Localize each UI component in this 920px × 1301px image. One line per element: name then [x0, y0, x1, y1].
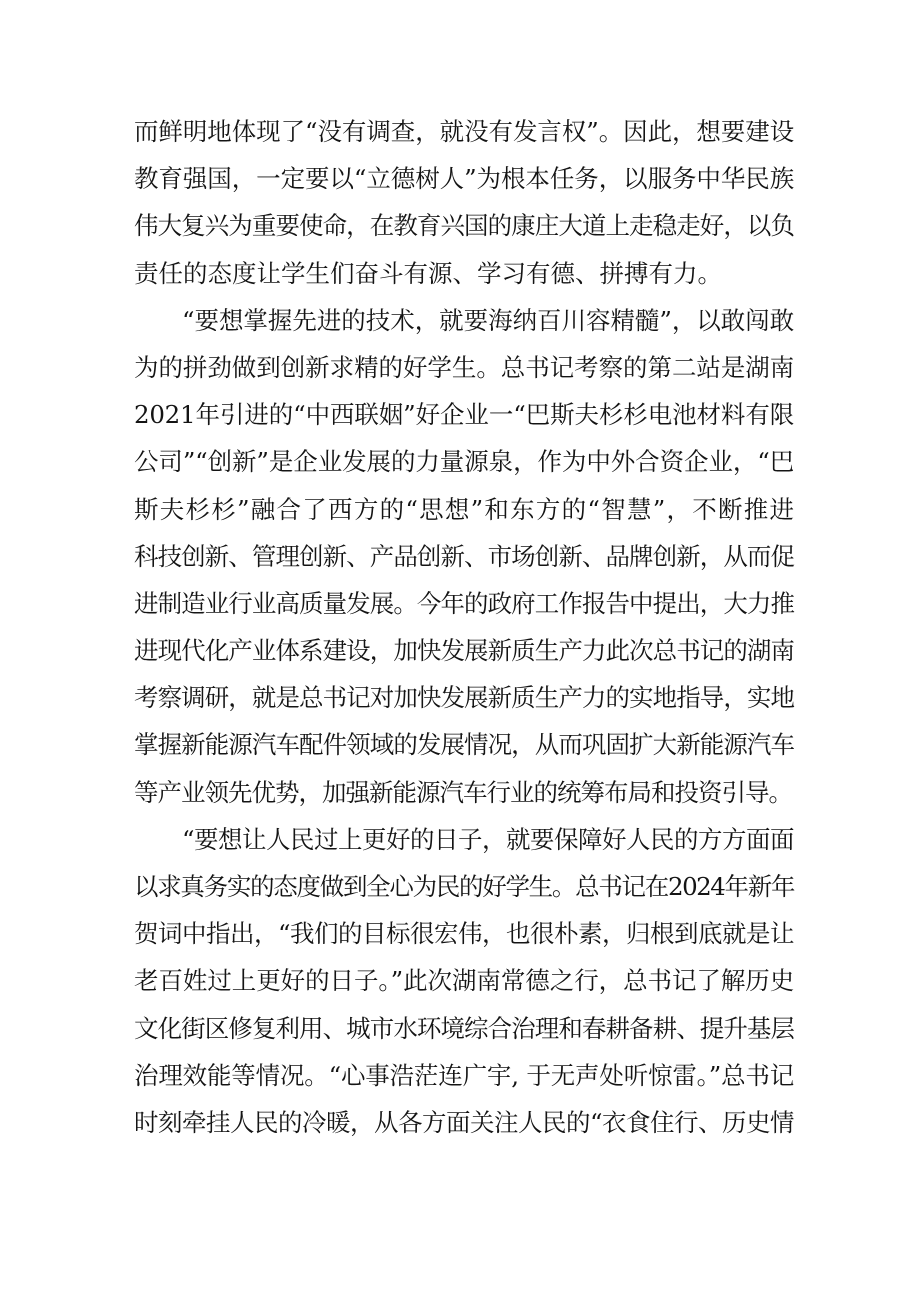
paragraph-first-line: “要想让人民过上更好的日子，就要保障好人民的方方面面 — [182, 824, 795, 854]
text-line: 掌握新能源汽车配件领域的发展情况，从而巩固扩大新能源汽车 — [134, 730, 794, 760]
text-line: 教育强国，一定要以“立德树人”为根本任务，以服务中华民族 — [134, 164, 794, 194]
text-line: 2021年引进的“中西联姻”好企业一“巴斯夫杉杉电池材料有限 — [134, 400, 794, 430]
text-line: 公司”“创新”是企业发展的力量源泉，作为中外合资企业，“巴 — [134, 447, 794, 477]
paragraph-first-line: “要想掌握先进的技术，就要海纳百川容精髓”，以敢闯敢 — [182, 305, 794, 335]
text-line: 而鲜明地体现了“没有调查，就没有发言权”。因此，想要建设 — [134, 117, 794, 146]
body-text — [134, 108, 794, 1146]
text-line: 进制造业行业高质量发展。今年的政府工作报告中提出，大力推 — [134, 588, 794, 618]
text-line: 科技创新、管理创新、产品创新、市场创新、品牌创新，从而促 — [134, 541, 794, 571]
text-line: 老百姓过上更好的日子。”此次湖南常德之行，总书记了解历史 — [134, 966, 794, 996]
text-line: 治理效能等情况。“心事浩茫连广宇, 于无声处听惊雷。”总书记 — [134, 1060, 794, 1090]
text-line: 文化街区修复利用、城市水环境综合治理和春耕备耕、提升基层 — [134, 1013, 794, 1043]
text-line: 以求真务实的态度做到全心为民的好学生。总书记在2024年新年 — [134, 872, 794, 901]
text-line: 进现代化产业体系建设，加快发展新质生产力此次总书记的湖南 — [134, 636, 794, 666]
text-line: 斯夫杉杉”融合了西方的“思想”和东方的“智慧”，不断推进 — [134, 494, 794, 524]
text-line: 贺词中指出，“我们的目标很宏伟，也很朴素，归根到底就是让 — [134, 919, 795, 949]
text-line: 为的拼劲做到创新求精的好学生。总书记考察的第二站是湖南 — [134, 352, 794, 382]
text-line: 伟大复兴为重要使命，在教育兴国的康庄大道上走稳走好，以负 — [134, 211, 794, 241]
text-line: 等产业领先优势，加强新能源汽车行业的统筹布局和投资引导。 — [134, 777, 792, 807]
text-line: 考察调研，就是总书记对加快发展新质生产力的实地指导，实地 — [134, 683, 794, 713]
text-line: 责任的态度让学生们奋斗有源、学习有德、拼搏有力。 — [134, 258, 722, 288]
text-line: 时刻牵挂人民的冷暖，从各方面关注人民的“衣食住行、历史情 — [134, 1107, 795, 1137]
